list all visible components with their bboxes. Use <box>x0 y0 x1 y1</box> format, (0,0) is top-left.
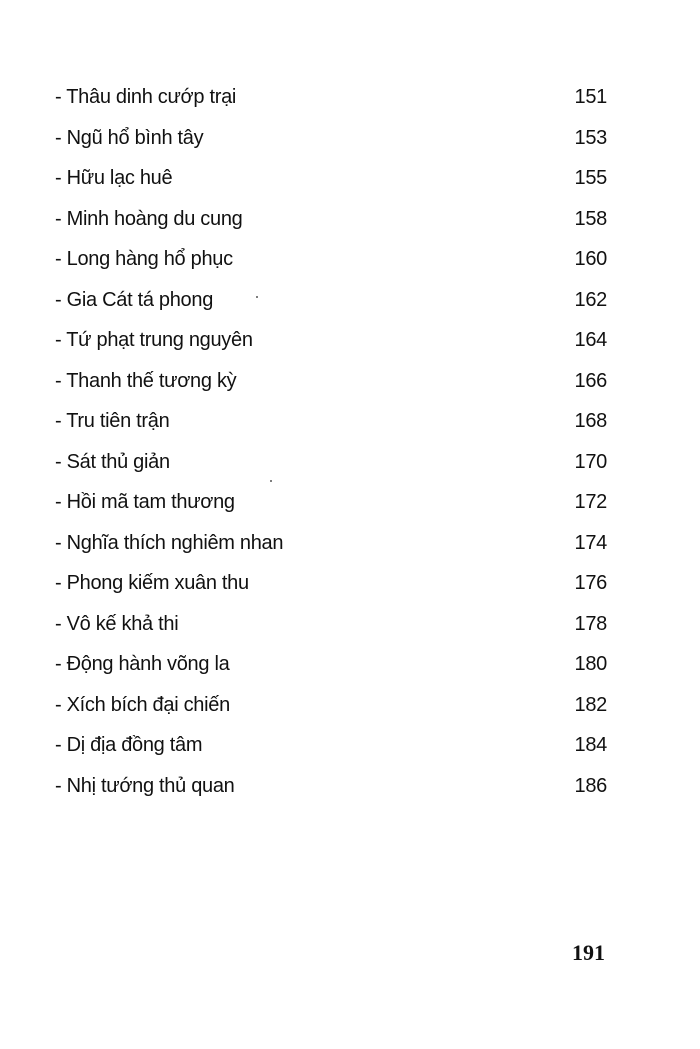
toc-entry <box>55 694 607 735</box>
toc-entry <box>55 410 607 451</box>
toc-entry-page: 162 <box>574 288 607 311</box>
toc-entry-page: 164 <box>574 329 607 351</box>
page-number: 191 <box>572 940 605 965</box>
toc-entry <box>55 370 607 411</box>
toc-entry <box>55 572 607 613</box>
toc-entry-title: - Thanh thế tương kỳ <box>55 369 237 392</box>
toc-entry-title: - Hữu lạc huê <box>55 167 173 189</box>
toc-entry-title: - Vô kế khả thi <box>55 612 179 635</box>
toc-entry-title: - Tứ phạt trung nguyên <box>55 329 253 351</box>
toc-entry-page: 180 <box>574 653 607 675</box>
toc-entry <box>55 613 607 654</box>
toc-entry-page: 182 <box>574 693 607 716</box>
toc-entry-page: 168 <box>574 410 607 432</box>
toc-entry-title: - Nghĩa thích nghiêm nhan <box>55 531 284 554</box>
toc-entry-title: - Sát thủ giản <box>55 450 170 473</box>
toc-entry-page: 170 <box>574 450 607 473</box>
toc-entry-title: - Nhị tướng thủ quan <box>55 774 235 797</box>
toc-entry <box>55 329 607 370</box>
toc-entry-title: - Ngũ hổ bình tây <box>55 126 204 149</box>
toc-entry-title: - Xích bích đại chiến <box>55 693 230 716</box>
toc-entry-page: 174 <box>574 531 607 554</box>
toc-entry-page: 166 <box>574 369 607 392</box>
table-of-contents <box>55 86 607 815</box>
toc-entry-page: 172 <box>574 491 607 513</box>
toc-entry <box>55 532 607 573</box>
print-speck <box>270 480 272 482</box>
toc-entry-page: 151 <box>574 86 607 108</box>
toc-entry-page: 184 <box>574 734 607 756</box>
toc-entry-title: - Động hành võng la <box>55 653 230 675</box>
toc-entry-page: 186 <box>574 774 607 797</box>
toc-entry-title: - Dị địa đồng tâm <box>55 734 203 756</box>
toc-entry <box>55 167 607 208</box>
toc-entry <box>55 248 607 289</box>
toc-entry <box>55 775 607 816</box>
toc-entry-page: 155 <box>574 167 607 189</box>
toc-entry-title: - Gia Cát tá phong <box>55 288 214 311</box>
toc-entry <box>55 289 607 330</box>
toc-entry <box>55 734 607 775</box>
toc-entry-title: - Phong kiếm xuân thu <box>55 572 249 594</box>
toc-entry <box>55 208 607 249</box>
toc-entry-title: - Tru tiên trận <box>55 410 170 432</box>
toc-entry-page: 153 <box>574 126 607 149</box>
toc-entry <box>55 86 607 127</box>
toc-entry-page: 178 <box>574 612 607 635</box>
toc-entry-title: - Long hàng hổ phục <box>55 248 233 270</box>
toc-entry-page: 176 <box>574 572 607 594</box>
toc-entry-page: 160 <box>574 248 607 270</box>
print-speck <box>256 296 258 298</box>
toc-entry <box>55 491 607 532</box>
toc-entry-title: - Minh hoàng du cung <box>55 207 243 230</box>
toc-entry-page: 158 <box>574 207 607 230</box>
toc-entry <box>55 653 607 694</box>
toc-entry <box>55 127 607 168</box>
toc-entry <box>55 451 607 492</box>
toc-entry-title: - Thâu dinh cướp trại <box>55 86 237 108</box>
toc-entry-title: - Hồi mã tam thương <box>55 491 235 513</box>
